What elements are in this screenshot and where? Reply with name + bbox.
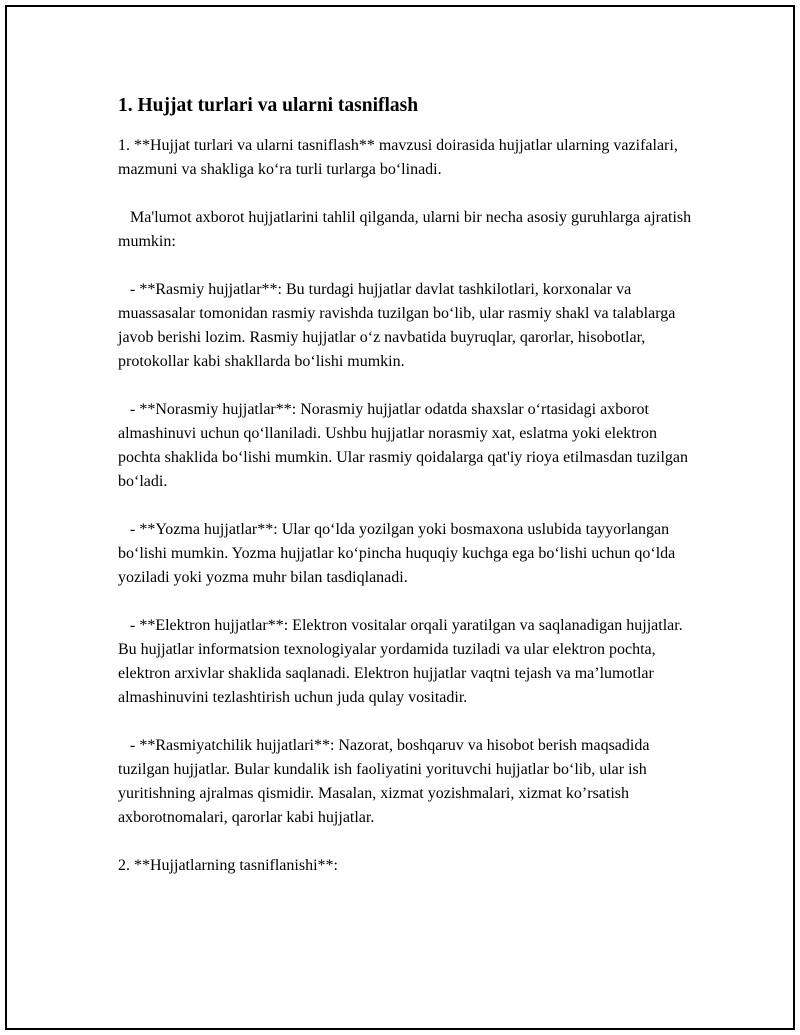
paragraph-electronic-docs: - **Elektron hujjatlar**: Elektron vositalar orqali yaratilgan va saqlanadigan hujjatlar. Bu hujjatlar informatsion texnologiyalar yordamida tuziladi va ular elektron pochta, elektron arxivlar shaklida saqlanadi. Elektron hujjatlar vaqtni tejash va ma’lumotlar almashinuvini tezlashtirish uchun juda qulay vositadir. <box>118 617 687 706</box>
paragraph-administrative-docs: - **Rasmiyatchilik hujjatlari**: Nazorat, boshqaruv va hisobot berish maqsadida tuzilgan hujjatlar. Bular kundalik ish faoliyatini yorituvchi hujjatlar bo‘lib, ular ish yuritishning ajralmas qismidir. Masalan, xizmat yozishmalari, xizmat ko’rsatish axborotnomalari, qarorlar kabi hujjatlar. <box>118 737 654 826</box>
paragraph-gap <box>118 830 698 854</box>
paragraph-intro: 1. **Hujjat turlari va ularni tasniflash** mavzusi doirasida hujjatlar ularning vazifalari, mazmuni va shakliga ko‘ra turli turlarga bo‘linadi. <box>118 137 682 178</box>
document-title: 1. Hujjat turlari va ularni tasniflash <box>118 95 419 116</box>
paragraph-official-docs: - **Rasmiy hujjatlar**: Bu turdagi hujjatlar davlat tashkilotlari, korxonalar va muassasalar tomonidan rasmiy ravishda tuzilgan bo‘lib, ular rasmiy shakl va talablarga javob berishi lozim. Rasmiy hujjatlar o‘z navbatida buyruqlar, qarorlar, hisobotlar, protokollar kabi shakllarda bo‘lishi mumkin. <box>118 281 680 370</box>
paragraph-gap <box>118 710 698 734</box>
paragraph-gap <box>118 494 698 518</box>
paragraph-classification-heading: 2. **Hujjatlarning tasniflanishi**: <box>118 857 338 874</box>
paragraph-gap <box>118 374 698 398</box>
paragraph-groups: Ma'lumot axborot hujjatlarini tahlil qilganda, ularni bir necha asosiy guruhlarga ajratish mumkin: <box>118 209 696 250</box>
paragraph-written-docs: - **Yozma hujjatlar**: Ular qo‘lda yozilgan yoki bosmaxona uslubida tayyorlangan bo‘lishi mumkin. Yozma hujjatlar ko‘pincha huquqiy kuchga ega bo‘lishi uchun qo‘lda yoziladi yoki yozma muhr bilan tasdiqlanadi. <box>118 521 680 586</box>
paragraph-gap <box>118 590 698 614</box>
paragraph-gap <box>118 254 698 278</box>
paragraph-gap <box>118 182 698 206</box>
document-body <box>118 92 698 878</box>
paragraph-unofficial-docs: - **Norasmiy hujjatlar**: Norasmiy hujjatlar odatda shaxslar o‘rtasidagi axborot almashinuvi uchun qo‘llaniladi. Ushbu hujjatlar norasmiy xat, eslatma yoki elektron pochta shaklida bo‘lishi mumkin. Ular rasmiy qoidalarga qat'iy rioya etilmasdan tuzilgan bo‘ladi. <box>118 401 693 490</box>
